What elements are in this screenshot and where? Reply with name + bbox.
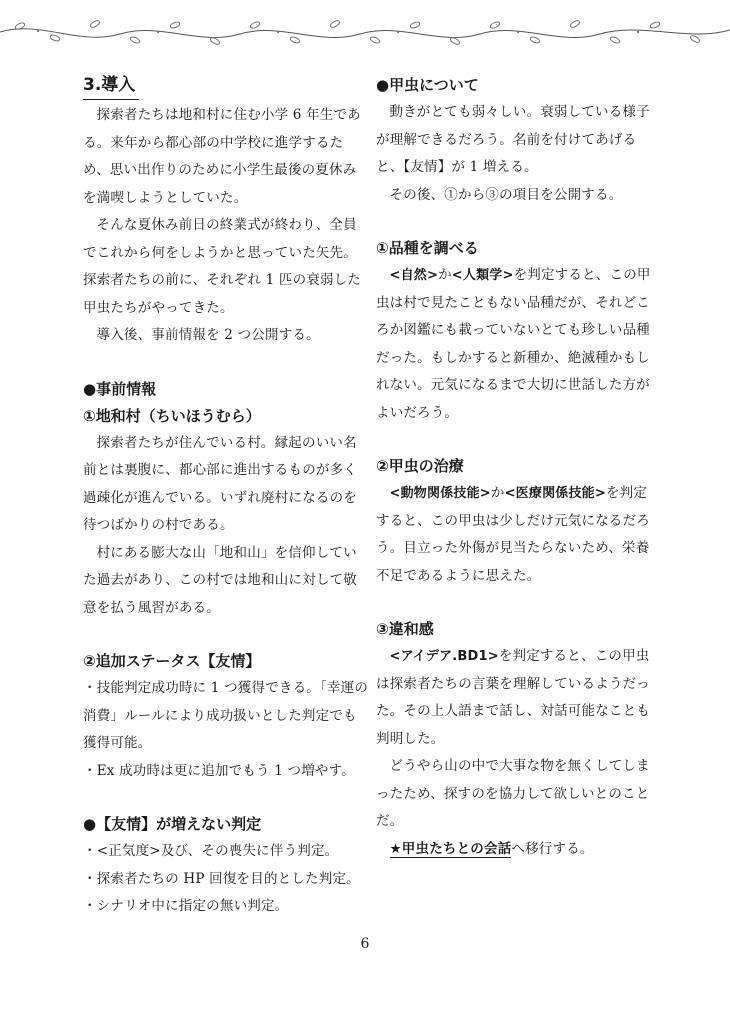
vine-border-decoration bbox=[0, 12, 730, 52]
beetle-paragraph-1: 動きがとても弱々しい。衰弱している様子が理解できるだろう。名前を付けてあげると、【友情】が 1 増える。 bbox=[376, 104, 650, 175]
treatment-roll-a: <動物関係技能> bbox=[389, 486, 491, 501]
no-increase-bullet-2: ・探索者たちの HP 回復を目的とした判定。 bbox=[83, 870, 360, 887]
breed-section bbox=[376, 235, 652, 427]
breed-text: を判定すると、この甲虫は村で見たこともない品種だが、それどころか図鑑にも載っていないとても珍しい品種だった。もしかすると新種か、絶滅種かもしれない。元気になるまで大切に世話した方がよいだろう。 bbox=[376, 267, 651, 421]
intro-paragraph-3: 導入後、事前情報を 2 つ公開する。 bbox=[96, 327, 320, 343]
oddness-section bbox=[376, 616, 652, 863]
oddness-paragraph-2: どうやら山の中で大事な物を無くしてしまったため、探すのを協力して欲しいとのことだ。 bbox=[376, 758, 650, 829]
breed-roll-a: <自然> bbox=[389, 268, 439, 283]
treatment-mid: か bbox=[490, 485, 505, 501]
intro-paragraph-2: そんな夏休み前日の終業式が終わり、全員でこれから何をしようかと思っていた矢先。探索者たちの前に、それぞれ 1 匹の衰弱した甲虫たちがやってきた。 bbox=[83, 217, 362, 316]
village-paragraph-2: 村にある膨大な山「地和山」を信仰していた過去があり、この村では地和山に対して敬意を払う風習がある。 bbox=[83, 544, 357, 616]
treatment-paragraph bbox=[376, 480, 652, 590]
section-heading-intro: 3.導入 bbox=[83, 72, 139, 100]
oddness-paragraph-1 bbox=[376, 643, 652, 753]
intro-section bbox=[83, 72, 369, 350]
left-column bbox=[83, 72, 369, 941]
no-increase-section bbox=[83, 811, 369, 921]
beetle-paragraph-2: その後、①から③の項目を公開する。 bbox=[389, 186, 623, 203]
oddness-text: を判定すると、この甲虫は探索者たちの言葉を理解しているようだった。その上人語まで話し、対話可能なことも判明した。 bbox=[376, 648, 650, 747]
no-increase-heading: ●【友情】が増えない判定 bbox=[83, 815, 262, 833]
prior-info-heading: ●事前情報 bbox=[83, 379, 157, 398]
status-bullet-2: ・Ex 成功時は更に追加でもう 1 つ増やす。 bbox=[83, 762, 355, 779]
breed-paragraph bbox=[376, 262, 652, 427]
treatment-section bbox=[376, 453, 652, 590]
status-bullet-1: ・技能判定成功時に 1 つ獲得できる。「幸運の消費」ルールにより成功扱いとした判定でも獲得可能。 bbox=[83, 680, 369, 751]
treatment-text: を判定すると、この甲虫は少しだけ元気になるだろう。目立った外傷が見当たらないため、栄養不足であるように思えた。 bbox=[376, 485, 650, 584]
intro-paragraph-1: 探索者たちは地和村に住む小学 6 年生である。来年から都心部の中学校に進学するため、思い出作りのために小学生最後の夏休みを満喫しようとしていた。 bbox=[83, 107, 361, 206]
prior-info-section bbox=[83, 376, 369, 623]
transition-suffix: へ移行する。 bbox=[511, 840, 594, 857]
status-heading: ②追加ステータス【友情】 bbox=[83, 652, 261, 670]
village-paragraph-1: 探索者たちが住んでいる村。縁起のいい名前とは裏腹に、都心部に進出するものが多く過疎化が進んでいる。いずれ廃村になるのを待つばかりの村である。 bbox=[83, 434, 357, 533]
right-column bbox=[376, 72, 652, 883]
no-increase-bullet-1: ・<正気度>及び、その喪失に伴う判定。 bbox=[83, 843, 339, 859]
no-increase-bullet-3: ・シナリオ中に指定の無い判定。 bbox=[83, 898, 289, 914]
breed-roll-b: <人類学> bbox=[451, 268, 514, 283]
treatment-heading: ②甲虫の治療 bbox=[376, 457, 464, 475]
page-number: 6 bbox=[360, 936, 370, 952]
village-heading: ①地和村（ちいほうむら） bbox=[83, 406, 261, 425]
oddness-roll: <アイデア.BD1> bbox=[389, 649, 499, 664]
beetle-conversation-link[interactable]: ★甲虫たちとの会話 bbox=[389, 840, 512, 857]
oddness-heading: ③違和感 bbox=[376, 620, 434, 638]
beetle-section bbox=[376, 72, 652, 209]
oddness-transition bbox=[376, 836, 652, 864]
status-section bbox=[83, 648, 369, 785]
beetle-heading: ●甲虫について bbox=[376, 76, 479, 94]
treatment-roll-b: <医療関係技能> bbox=[504, 486, 606, 501]
breed-mid: か bbox=[438, 267, 452, 283]
breed-heading: ①品種を調べる bbox=[376, 239, 479, 257]
